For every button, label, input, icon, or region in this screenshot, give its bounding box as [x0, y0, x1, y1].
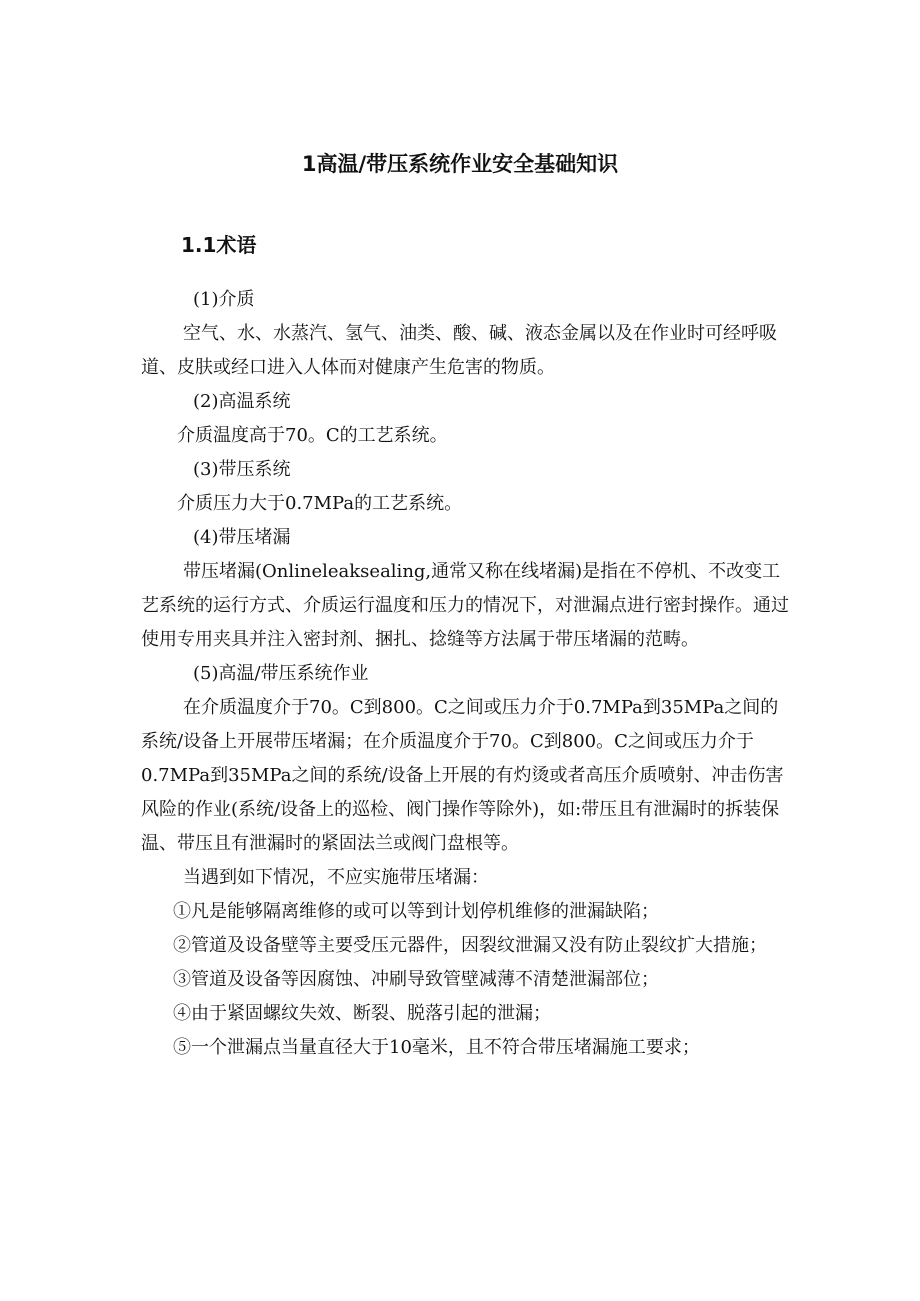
page-title: 1高温/带压系统作业安全基础知识: [301, 152, 619, 176]
document-body: [141, 283, 791, 1065]
term-heading: (4)带压堵漏: [193, 527, 291, 548]
condition-item: ③管道及设备等因腐蚀、冲刷导致管壁减薄不清楚泄漏部位；: [173, 969, 659, 990]
term-definition: 在介质温度介于70。C到800。C之间或压力介于0.7MPa到35MPa之间的系统/设备上开展带压堵漏；在介质温度介于70。C到800。C之间或压力介于0.7MPa到35MPa之间的系统/设备上开展的有灼烫或者高压介质喷射、冲击伤害风险的作业(系统/设备上的巡检、阀门操作等除外)，如:带压且有泄漏时的拆装保温、带压且有泄漏时的紧固法兰或阀门盘根等。: [141, 697, 784, 854]
term-definition: 带压堵漏(Onlineleaksealing,通常又称在线堵漏)是指在不停机、不改变工艺系统的运行方式、介质运行温度和压力的情况下，对泄漏点进行密封操作。通过使用专用夹具并注入密封剂、捆扎、捻缝等方法属于带压堵漏的范畴。: [141, 561, 789, 650]
term-definition: 介质压力大于0.7MPa的工艺系统。: [177, 493, 463, 514]
condition-item: ⑤一个泄漏点当量直径大于10毫米，且不符合带压堵漏施工要求；: [173, 1037, 700, 1058]
section-heading: 1.1术语: [181, 233, 257, 257]
condition-item: ②管道及设备壁等主要受压元器件，因裂纹泄漏又没有防止裂纹扩大措施；: [173, 935, 767, 956]
term-heading: (1)介质: [193, 289, 255, 310]
term-definition: 介质温度高于70。C的工艺系统。: [177, 425, 448, 446]
term-heading: (2)高温系统: [193, 391, 291, 412]
condition-item: ①凡是能够隔离维修的或可以等到计划停机维修的泄漏缺陷；: [173, 901, 659, 922]
term-definition: 空气、水、水蒸汽、氢气、油类、酸、碱、液态金属以及在作业时可经呼吸道、皮肤或经口进入人体而对健康产生危害的物质。: [141, 323, 777, 378]
condition-item: ④由于紧固螺纹失效、断裂、脱落引起的泄漏；: [173, 1003, 551, 1024]
condition-intro: 当遇到如下情况，不应实施带压堵漏：: [183, 867, 489, 888]
term-heading: (3)带压系统: [193, 459, 291, 480]
term-heading: (5)高温/带压系统作业: [193, 663, 369, 684]
